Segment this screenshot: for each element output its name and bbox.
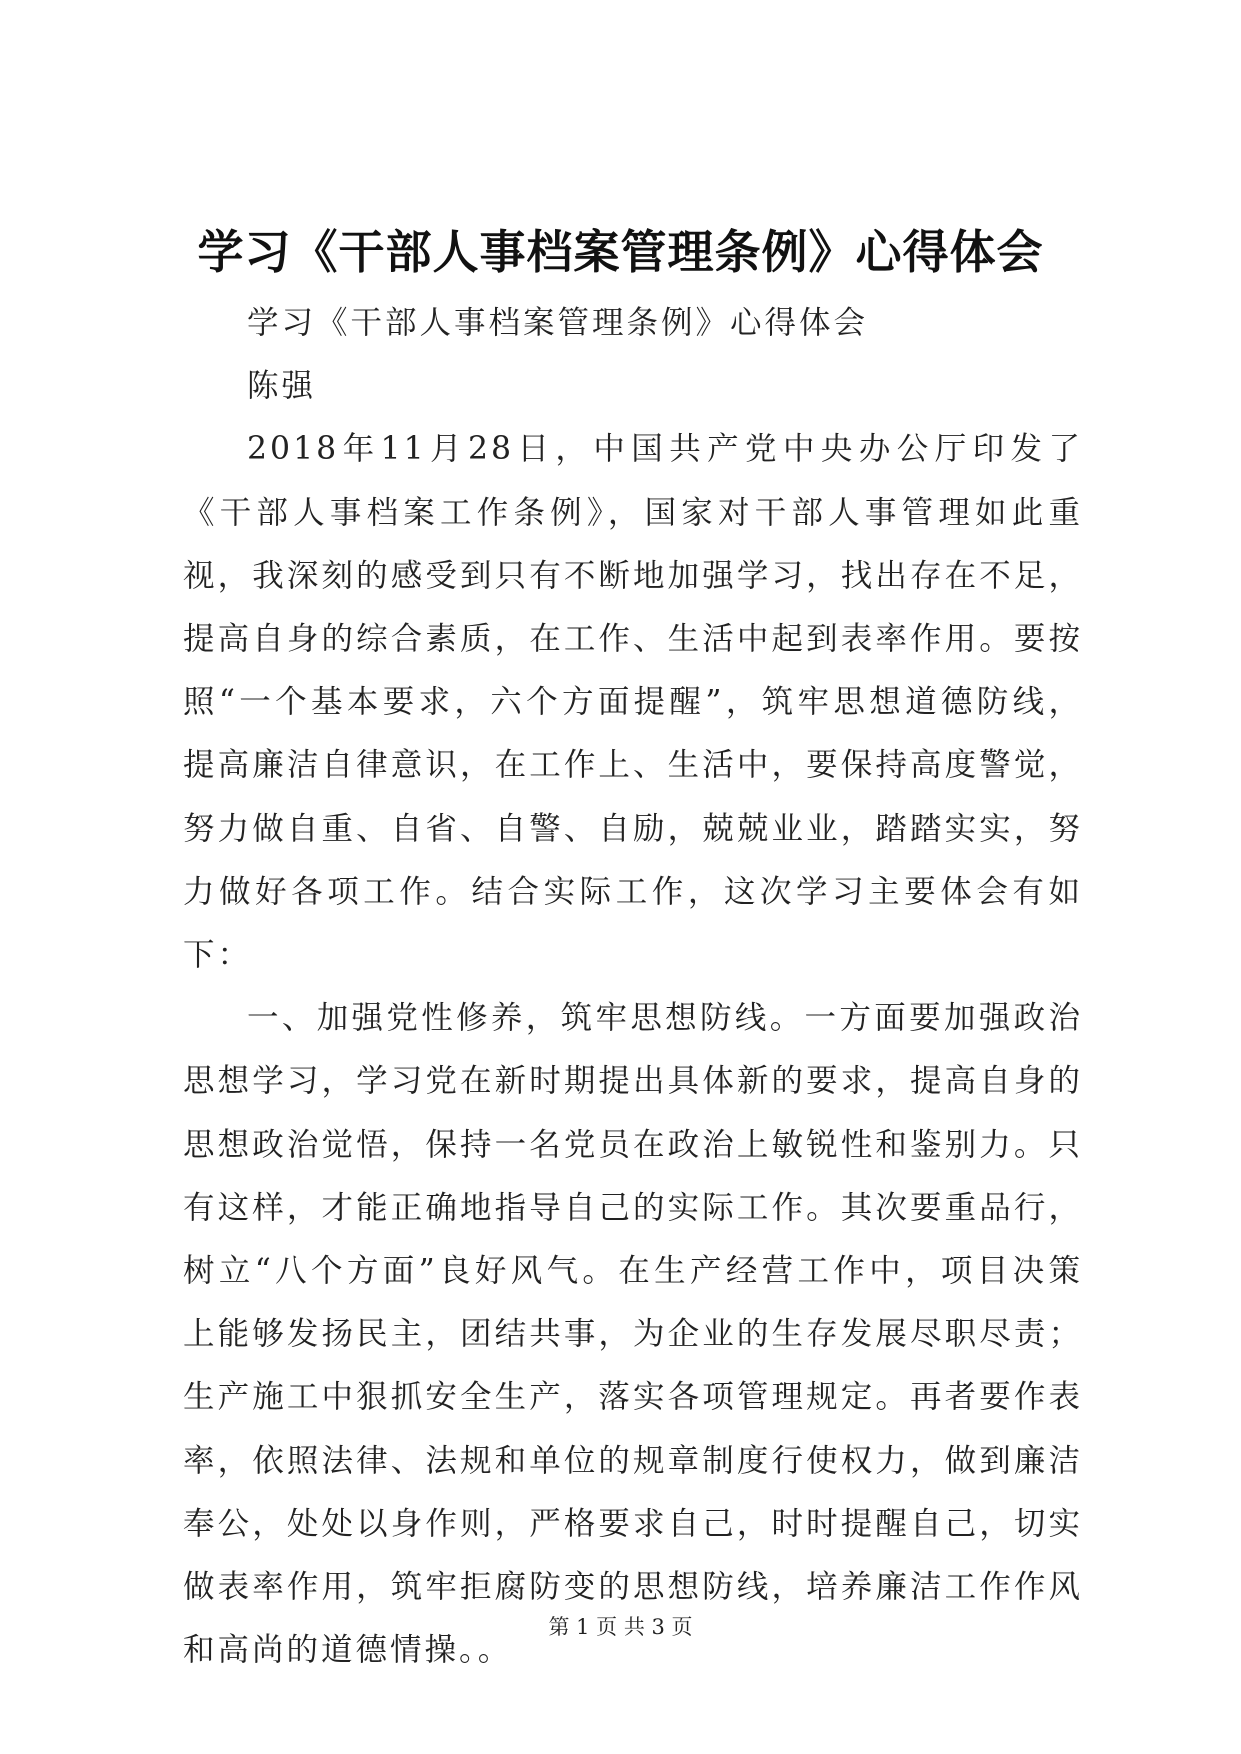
document-body xyxy=(183,292,1083,1682)
page-footer: 第 1 页 共 3 页 xyxy=(548,1615,693,1639)
author-paragraph: 陈强 xyxy=(247,368,317,405)
intro-paragraph: 2018年11月28日，中国共产党中央办公厅印发了《干部人事档案工作条例》，国家对干部人事管理如此重视，我深刻的感受到只有不断地加强学习，找出存在不足，提高自身的综合素质，在工作、生活中起到表率作用。要按照“一个基本要求，六个方面提醒”，筑牢思想道德防线，提高廉洁自律意识，在工作上、生活中，要保持高度警觉，努力做自重、自省、自警、自励，兢兢业业，踏踏实实，努力做好各项工作。结合实际工作，这次学习主要体会有如下： xyxy=(183,431,1083,974)
section-one-paragraph: 一、加强党性修养，筑牢思想防线。一方面要加强政治思想学习，学习党在新时期提出具体新的要求，提高自身的思想政治觉悟，保持一名党员在政治上敏锐性和鉴别力。只有这样，才能正确地指导自己的实际工作。其次要重品行，树立“八个方面”良好风气。在生产经营工作中，项目决策上能够发扬民主，团结共事，为企业的生存发展尽职尽责；生产施工中狠抓安全生产，落实各项管理规定。再者要作表率，依照法律、法规和单位的规章制度行使权力，做到廉洁奉公，处处以身作则，严格要求自己，时时提醒自己，切实做表率作用，筑牢拒腐防变的思想防线，培养廉洁工作作风和高尚的道德情操。。 xyxy=(183,1000,1083,1669)
subtitle-paragraph: 学习《干部人事档案管理条例》心得体会 xyxy=(247,305,869,341)
document-title: 学习《干部人事档案管理条例》心得体会 xyxy=(197,225,1044,279)
